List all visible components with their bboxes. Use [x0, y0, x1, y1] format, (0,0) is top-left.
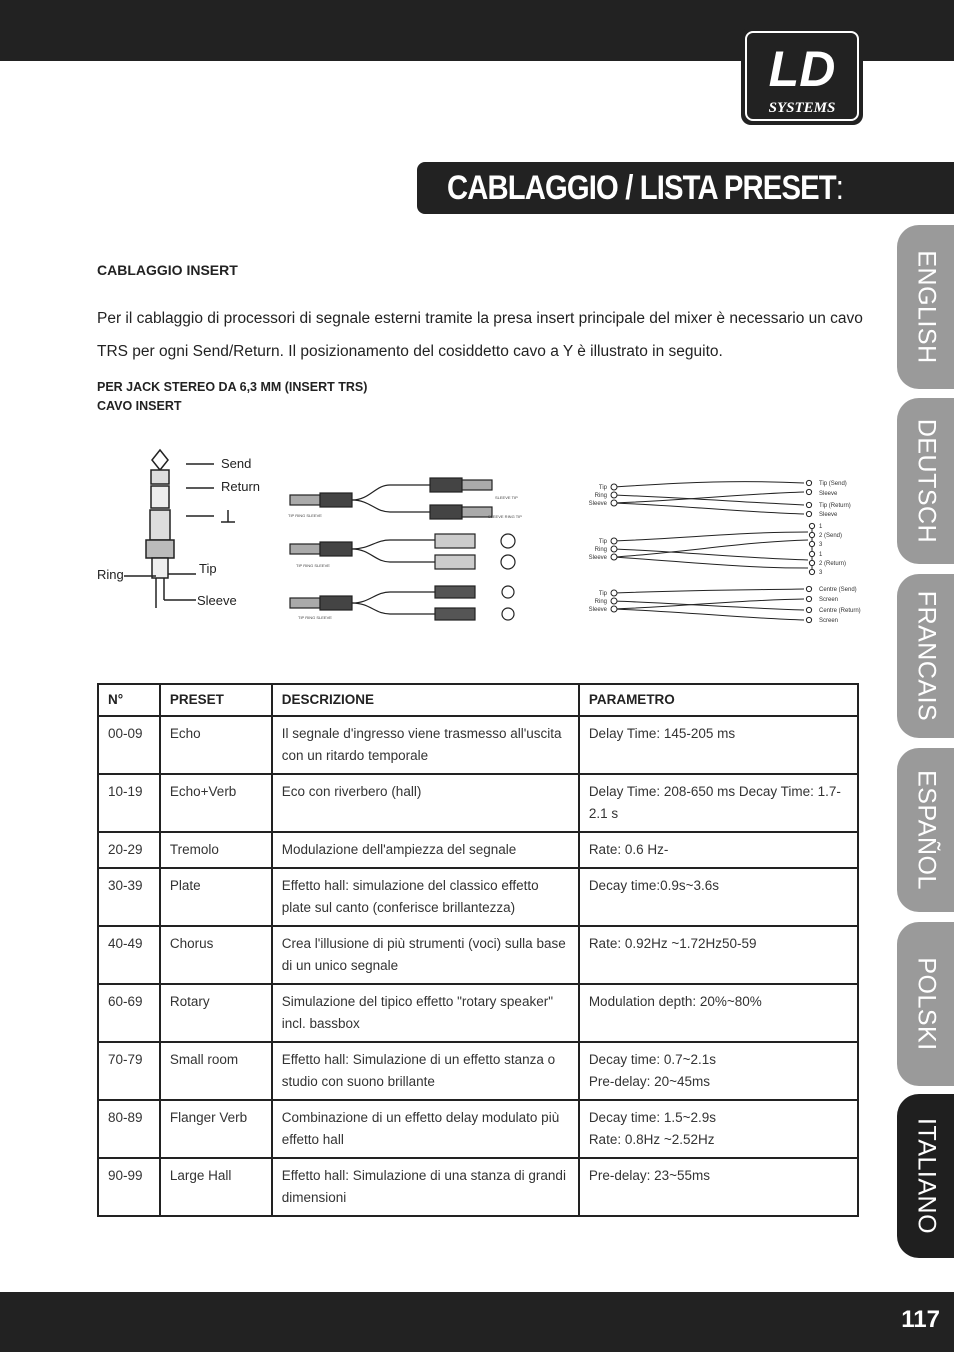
cell-number: 30-39: [98, 868, 160, 926]
cell-number: 20-29: [98, 832, 160, 868]
schem-r2-0: 1: [819, 524, 823, 530]
header-parameter: PARAMETRO: [579, 684, 858, 716]
header-preset: PRESET: [160, 684, 272, 716]
cell-description: Crea l'illusione di più strumenti (voci) sulla base di un unico segnale: [272, 926, 579, 984]
table-row: [98, 1042, 858, 1100]
page-title-colon: :: [835, 169, 844, 207]
bottom-bar: [0, 1292, 954, 1352]
schem-r3-1: Screen: [819, 597, 839, 603]
sub-heading-jack: PER JACK STEREO DA 6,3 MM (INSERT TRS): [97, 380, 368, 394]
cell-description: Effetto hall: Simulazione di un effetto stanza o studio con suono brillante: [272, 1042, 579, 1100]
cell-description: Modulazione dell'ampiezza del segnale: [272, 832, 579, 868]
tab-polski-label: POLSKI: [912, 957, 940, 1051]
page-number: 117: [901, 1306, 940, 1333]
cell-number: 10-19: [98, 774, 160, 832]
y-cables-illustration: [290, 478, 515, 620]
tab-francais-label: FRANCAIS: [912, 590, 940, 722]
table-row: [98, 926, 858, 984]
schem-left-ring-3: Ring: [594, 599, 607, 605]
tab-espanol-label: ESPAÑOL: [912, 770, 940, 890]
schem-left-ring-1: Ring: [594, 493, 607, 499]
jack-label-send: Send: [221, 456, 252, 471]
schem-r1-3: Sleeve: [819, 512, 838, 518]
page-title: [447, 169, 843, 208]
cell-parameter: Delay Time: 208-650 ms Decay Time: 1.7-2.1 s: [579, 774, 858, 832]
schem-r3-2: Centre (Return): [819, 608, 861, 614]
tab-italiano[interactable]: [897, 1094, 954, 1258]
cell-preset: Small room: [160, 1042, 272, 1100]
cable1-label-left: TIP RING SLEEVE: [288, 513, 322, 518]
schem-left-sleeve-2: Sleeve: [588, 555, 607, 561]
cell-number: 60-69: [98, 984, 160, 1042]
cell-description: Il segnale d'ingresso viene trasmesso all'uscita con un ritardo temporale: [272, 716, 579, 774]
logo-main-text: LD: [768, 41, 836, 97]
cell-parameter: Pre-delay: 23~55ms: [579, 1158, 858, 1216]
wiring-schematic: [614, 482, 812, 620]
table-row: [98, 716, 858, 774]
cell-preset: Echo+Verb: [160, 774, 272, 832]
schem-r1-1: Sleeve: [819, 491, 838, 497]
table-header-row: [98, 684, 858, 716]
cell-description: Effetto hall: Simulazione di una stanza di grandi dimensioni: [272, 1158, 579, 1216]
wiring-diagram: [90, 440, 861, 640]
page-title-bar: [417, 162, 954, 214]
cell-parameter: Rate: 0.6 Hz-: [579, 832, 858, 868]
cell-number: 40-49: [98, 926, 160, 984]
tab-espanol[interactable]: [897, 748, 954, 912]
cell-description: Simulazione del tipico effetto "rotary speaker" incl. bassbox: [272, 984, 579, 1042]
jack-label-sleeve: Sleeve: [197, 593, 237, 608]
schem-r2-2: 3: [819, 542, 823, 548]
schem-r1-0: Tip (Send): [819, 481, 847, 487]
cable1-label-right-top: SLEEVE TIP: [495, 495, 518, 500]
cell-parameter: Delay Time: 145-205 ms: [579, 716, 858, 774]
cell-preset: Rotary: [160, 984, 272, 1042]
cell-parameter: Decay time: 1.5~2.9s Rate: 0.8Hz ~2.52Hz: [579, 1100, 858, 1158]
schem-left-sleeve-1: Sleeve: [588, 501, 607, 507]
tab-deutsch[interactable]: [897, 398, 954, 564]
cell-preset: Flanger Verb: [160, 1100, 272, 1158]
schem-r1-2: Tip (Return): [819, 503, 851, 509]
cable1-label-right-bottom: SLEEVE RING TIP: [488, 514, 522, 519]
tab-italiano-label: ITALIANO: [912, 1117, 940, 1235]
header-description: DESCRIZIONE: [272, 684, 579, 716]
cell-preset: Echo: [160, 716, 272, 774]
cell-description: Combinazione di un effetto delay modulato più effetto hall: [272, 1100, 579, 1158]
cell-parameter: Modulation depth: 20%~80%: [579, 984, 858, 1042]
cell-preset: Tremolo: [160, 832, 272, 868]
cell-parameter: Rate: 0.92Hz ~1.72Hz50-59: [579, 926, 858, 984]
schem-left-sleeve-3: Sleeve: [588, 607, 607, 613]
header-number: N°: [98, 684, 160, 716]
schem-left-tip-3: Tip: [598, 591, 607, 597]
cell-parameter: Decay time:0.9s~3.6s: [579, 868, 858, 926]
schem-r3-3: Screen: [819, 618, 839, 624]
preset-table: [97, 683, 859, 1217]
table-row: [98, 1158, 858, 1216]
sub-heading-cable: CAVO INSERT: [97, 399, 182, 413]
schem-r3-0: Centre (Send): [819, 587, 857, 593]
tab-english[interactable]: [897, 225, 954, 389]
cable3-label-left: TIP RING SLEEVE: [298, 615, 332, 620]
page-title-text: CABLAGGIO / LISTA PRESET: [447, 169, 836, 207]
cell-preset: Large Hall: [160, 1158, 272, 1216]
trs-jack-illustration: [124, 450, 235, 608]
schem-r2-4: 2 (Return): [819, 561, 847, 567]
table-row: [98, 984, 858, 1042]
schem-r2-5: 3: [819, 570, 823, 576]
cable2-label-left: TIP RING SLEEVE: [296, 563, 330, 568]
cell-description: Eco con riverbero (hall): [272, 774, 579, 832]
table-row: [98, 1100, 858, 1158]
cell-preset: Plate: [160, 868, 272, 926]
cell-number: 00-09: [98, 716, 160, 774]
tab-francais[interactable]: [897, 574, 954, 738]
table-row: [98, 868, 858, 926]
schem-left-tip-2: Tip: [598, 539, 607, 545]
cell-parameter: Decay time: 0.7~2.1s Pre-delay: 20~45ms: [579, 1042, 858, 1100]
schem-r2-1: 2 (Send): [819, 533, 843, 539]
tab-deutsch-label: DEUTSCH: [912, 418, 940, 544]
jack-label-ring: Ring: [97, 567, 124, 582]
schem-left-tip-1: Tip: [598, 485, 607, 491]
section-heading: CABLAGGIO INSERT: [97, 262, 238, 278]
jack-label-return: Return: [221, 479, 261, 494]
cell-number: 80-89: [98, 1100, 160, 1158]
logo-sub-text: SYSTEMS: [768, 100, 836, 116]
schem-r2-3: 1: [819, 552, 823, 558]
sub-heading: [97, 378, 367, 416]
cell-number: 70-79: [98, 1042, 160, 1100]
jack-label-tip: Tip: [199, 561, 217, 576]
intro-paragraph: Per il cablaggio di processori di segnale esterni tramite la presa insert principale del mixer è necessario un cavo TRS per ogni Send/Return. Il posizionamento del cosiddetto cavo a Y è illustrato in seguito.: [97, 310, 863, 360]
cell-number: 90-99: [98, 1158, 160, 1216]
table-row: [98, 774, 858, 832]
tab-english-label: ENGLISH: [912, 250, 940, 364]
cell-preset: Chorus: [160, 926, 272, 984]
table-row: [98, 832, 858, 868]
brand-logo: [740, 26, 864, 126]
tab-polski[interactable]: [897, 922, 954, 1086]
schem-left-ring-2: Ring: [594, 547, 607, 553]
cell-description: Effetto hall: simulazione del classico effetto plate sul canto (conferisce brillantezza): [272, 868, 579, 926]
